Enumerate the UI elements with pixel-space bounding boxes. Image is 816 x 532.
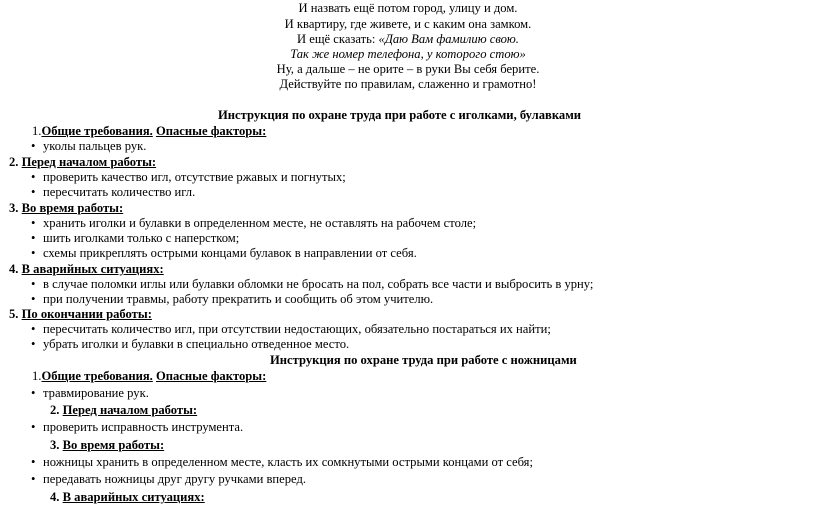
list-item: • травмирование рук.: [31, 386, 149, 400]
list-item: • уколы пальцев рук.: [31, 139, 147, 153]
scissors-section-2-heading: [50, 403, 197, 418]
list-item: • пересчитать количество игл.: [31, 185, 196, 199]
list-item: • в случае поломки иглы или булавки обломки не бросать на пол, собрать все части и выбросить в урну;: [31, 277, 594, 291]
needles-section-5-heading: [9, 307, 152, 322]
section-number: 3.: [50, 438, 60, 452]
poem-line-6: Действуйте по правилам, слаженно и грамотно!: [279, 77, 537, 91]
bullet-icon: •: [31, 292, 36, 306]
poem-line-3-plain: И ещё сказать:: [297, 32, 379, 46]
list-item: • проверить исправность инструмента.: [31, 420, 244, 434]
bullet-icon: •: [31, 231, 36, 245]
section-heading: Во время работы:: [62, 438, 165, 452]
section-heading: В аварийных ситуациях:: [62, 490, 205, 504]
section-heading: Перед началом работы:: [62, 403, 198, 417]
section-number: 5.: [9, 307, 19, 321]
bullet-icon: •: [31, 277, 36, 291]
scissors-section-4-heading: [50, 490, 205, 505]
list-item: • шить иголками только с наперстком;: [31, 231, 240, 245]
bullet-icon: •: [31, 455, 36, 469]
section-heading-b: Опасные факторы:: [155, 369, 267, 383]
section-heading: По окончании работы:: [21, 307, 152, 321]
list-item: • схемы прикреплять острыми концами булавок в направлении от себя.: [31, 246, 417, 260]
section-number: 1.: [32, 369, 42, 383]
list-item: • хранить иголки и булавки в определенном месте, не оставлять на рабочем столе;: [31, 216, 477, 230]
needles-section-4-heading: [9, 262, 164, 277]
section-number: 3.: [9, 201, 19, 215]
poem-line-2: И квартиру, где живете, и с каким она замком.: [284, 17, 532, 31]
section-heading-a: Общие требования.: [41, 124, 153, 138]
bullet-icon: •: [31, 386, 36, 400]
scissors-section-3-heading: [50, 438, 164, 453]
section-number: 4.: [50, 490, 60, 504]
scissors-section-1-heading: [32, 369, 266, 384]
bullet-icon: •: [31, 216, 36, 230]
needles-title: Инструкция по охране труда при работе с иголками, булавками: [218, 108, 582, 122]
section-number: 2.: [50, 403, 60, 417]
list-item: • убрать иголки и булавки в специально отведенное место.: [31, 337, 350, 351]
bullet-icon: •: [31, 337, 36, 351]
poem-line-4: Так же номер телефона, у которого стою»: [290, 47, 526, 61]
section-heading: Перед началом работы:: [21, 155, 157, 169]
poem-line-5: Ну, а дальше – не орите – в руки Вы себя берите.: [276, 62, 540, 76]
bullet-icon: •: [31, 246, 36, 260]
section-heading-b: Опасные факторы:: [155, 124, 267, 138]
list-item: • при получении травмы, работу прекратить и сообщить об этом учителю.: [31, 292, 434, 306]
section-heading: Во время работы:: [21, 201, 124, 215]
bullet-icon: •: [31, 185, 36, 199]
section-heading: В аварийных ситуациях:: [21, 262, 164, 276]
section-heading-a: Общие требования.: [41, 369, 153, 383]
bullet-icon: •: [31, 322, 36, 336]
bullet-icon: •: [31, 472, 36, 486]
bullet-icon: •: [31, 139, 36, 153]
poem-line-1: И назвать ещё потом город, улицу и дом.: [298, 1, 518, 15]
list-item: • ножницы хранить в определенном месте, класть их сомкнутыми острыми концами от себя;: [31, 455, 533, 469]
section-number: 2.: [9, 155, 19, 169]
scissors-title: Инструкция по охране труда при работе с ножницами: [270, 353, 577, 367]
list-item: • проверить качество игл, отсутствие ржавых и погнутых;: [31, 170, 346, 184]
list-item: • пересчитать количество игл, при отсутствии недостающих, обязательно постараться их найти;: [31, 322, 551, 336]
bullet-icon: •: [31, 170, 36, 184]
needles-section-1-heading: [32, 124, 266, 139]
needles-section-3-heading: [9, 201, 123, 216]
poem-line-3-italic: «Даю Вам фамилию свою.: [378, 32, 519, 46]
section-number: 4.: [9, 262, 19, 276]
list-item: • передавать ножницы друг другу ручками вперед.: [31, 472, 307, 486]
needles-section-2-heading: [9, 155, 156, 170]
bullet-icon: •: [31, 420, 36, 434]
poem-line-3: [0, 32, 816, 47]
section-number: 1.: [32, 124, 42, 138]
